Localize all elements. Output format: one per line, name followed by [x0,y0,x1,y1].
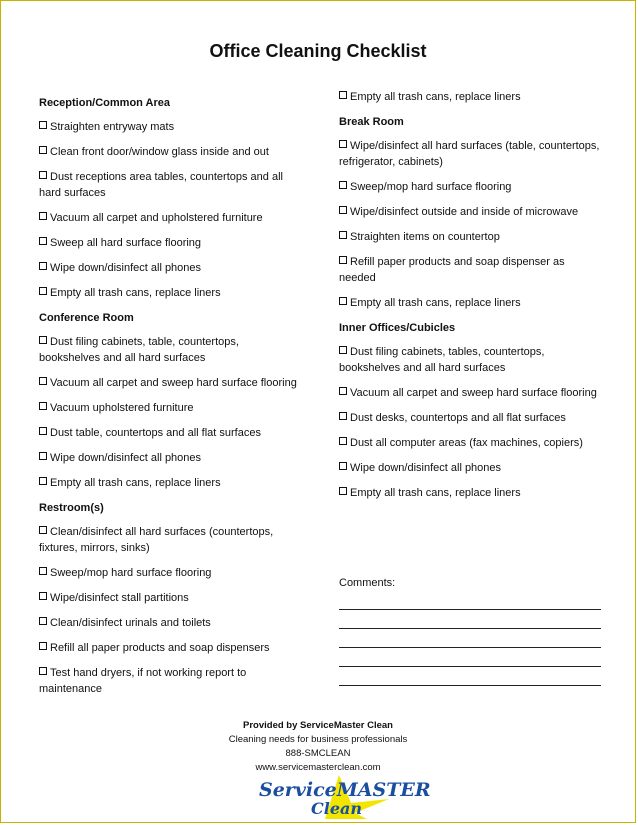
checkbox-icon[interactable] [39,171,47,179]
section-heading: Break Room [339,116,404,128]
logo-text-clean: Clean [311,799,362,818]
checklist-item [39,375,301,391]
checklist-item-label: Straighten items on countertop [350,231,500,243]
comment-line[interactable] [339,591,601,610]
checkbox-icon[interactable] [339,387,347,395]
checkbox-icon[interactable] [39,377,47,385]
checklist-item-label: Wipe down/disinfect all phones [50,262,202,274]
footer-provided-by: Provided by ServiceMaster Clean [243,720,393,731]
footer-website[interactable]: www.servicemasterclean.com [255,762,381,773]
section-heading: Conference Room [39,312,134,324]
checkbox-icon[interactable] [39,526,47,534]
comment-line[interactable] [339,667,601,686]
checkbox-icon[interactable] [339,181,347,189]
checklist-item [39,640,301,656]
servicemaster-logo [255,773,431,821]
checkbox-icon[interactable] [39,427,47,435]
checklist-item-label: Empty all trash cans, replace liners [50,477,221,489]
checklist-item-label: Empty all trash cans, replace liners [350,91,521,103]
checklist-item-label: Sweep all hard surface flooring [50,237,202,249]
left-column [39,95,301,706]
checklist-item [39,144,301,160]
checklist-item [339,385,601,401]
checklist-item [339,229,601,245]
comment-line[interactable] [339,629,601,648]
checklist-item-label: Wipe/disinfect outside and inside of microwave [350,206,579,218]
checklist-item [39,665,301,697]
checkbox-icon[interactable] [39,617,47,625]
checklist-item [39,475,301,491]
section-heading: Inner Offices/Cubicles [339,322,456,334]
checkbox-icon[interactable] [339,487,347,495]
checklist-item [339,460,601,476]
checkbox-icon[interactable] [39,667,47,675]
checkbox-icon[interactable] [39,452,47,460]
checklist-item [39,425,301,441]
checklist-item-label: Sweep/mop hard surface flooring [50,567,212,579]
checklist-item-label: Empty all trash cans, replace liners [50,287,221,299]
checklist-item-label: Vacuum all carpet and sweep hard surface flooring [50,377,297,389]
checklist-item-label: Dust all computer areas (fax machines, copiers) [350,437,583,449]
checklist-item-label: Clean/disinfect urinals and toilets [50,617,211,629]
checklist-item-label: Clean front door/window glass inside and out [50,146,269,158]
footer-phone: 888-SMCLEAN [285,748,351,759]
checklist-item [39,119,301,135]
checklist-item [339,254,601,286]
checklist-item [339,485,601,501]
checklist-item [339,344,601,376]
checkbox-icon[interactable] [39,642,47,650]
comment-lines [339,591,601,686]
checklist-item [39,615,301,631]
checklist-item [39,590,301,606]
checkbox-icon[interactable] [39,477,47,485]
section-heading: Restroom(s) [39,502,104,514]
checklist-item [39,334,301,366]
checklist-item-label: Dust receptions area tables, countertops and all hard surfaces [39,171,283,199]
checklist-item-label: Vacuum upholstered furniture [50,402,194,414]
checkbox-icon[interactable] [39,592,47,600]
checkbox-icon[interactable] [39,287,47,295]
logo-text-servicemaster: ServiceMASTER [259,779,431,801]
checklist-item [39,235,301,251]
checkbox-icon[interactable] [39,237,47,245]
checklist-item [39,285,301,301]
checklist-item-label: Empty all trash cans, replace liners [350,297,521,309]
checklist-item-label: Wipe/disinfect stall partitions [50,592,189,604]
checkbox-icon[interactable] [339,437,347,445]
checklist-item [39,450,301,466]
checklist-item-label: Sweep/mop hard surface flooring [350,181,512,193]
checklist-item [39,260,301,276]
checklist-item [339,138,601,170]
comments-section [339,577,601,686]
comment-line[interactable] [339,610,601,629]
checklist-item [339,410,601,426]
checklist-item [39,169,301,201]
checklist-item [339,89,601,105]
checkbox-icon[interactable] [339,297,347,305]
comment-line[interactable] [339,648,601,667]
checklist-item-label: Clean/disinfect all hard surfaces (countertops, fixtures, mirrors, sinks) [39,526,274,554]
section-heading: Reception/Common Area [39,97,171,109]
checkbox-icon[interactable] [39,402,47,410]
footer [1,719,635,775]
checkbox-icon[interactable] [339,91,347,99]
checklist-item-label: Test hand dryers, if not working report to maintenance [39,667,247,695]
checkbox-icon[interactable] [339,256,347,264]
checkbox-icon[interactable] [339,231,347,239]
checklist-item [339,179,601,195]
checklist-item-label: Wipe down/disinfect all phones [350,462,502,474]
checklist-item-label: Wipe/disinfect all hard surfaces (table, countertops, refrigerator, cabinets) [339,140,600,168]
checkbox-icon[interactable] [39,262,47,270]
checkbox-icon[interactable] [339,412,347,420]
right-column [339,89,601,510]
checklist-item [339,295,601,311]
checkbox-icon[interactable] [339,206,347,214]
footer-tagline: Cleaning needs for business professionals [228,734,408,745]
checklist-item-label: Straighten entryway mats [50,121,175,133]
checklist-item [339,435,601,451]
checklist-item-label: Dust desks, countertops and all flat surfaces [350,412,566,424]
checkbox-icon[interactable] [339,140,347,148]
checklist-item [339,204,601,220]
checklist-item [39,400,301,416]
checklist-item-label: Refill all paper products and soap dispensers [50,642,270,654]
checkbox-icon[interactable] [39,212,47,220]
checklist-item [39,565,301,581]
checklist-item-label: Empty all trash cans, replace liners [350,487,521,499]
checklist-item [39,524,301,556]
checkbox-icon[interactable] [39,121,47,129]
checklist-item-label: Refill paper products and soap dispenser as needed [339,256,565,284]
page-title: Office Cleaning Checklist [209,41,427,61]
checklist-item-label: Dust filing cabinets, table, countertops, bookshelves and all hard surfaces [39,336,239,364]
checklist-item-label: Dust filing cabinets, tables, countertops, bookshelves and all hard surfaces [339,346,545,374]
checklist-item-label: Vacuum all carpet and sweep hard surface flooring [350,387,597,399]
checklist-item-label: Dust table, countertops and all flat surfaces [50,427,261,439]
checkbox-icon[interactable] [339,346,347,354]
checkbox-icon[interactable] [39,567,47,575]
checkbox-icon[interactable] [39,336,47,344]
checklist-item-label: Vacuum all carpet and upholstered furniture [50,212,263,224]
checklist-item [39,210,301,226]
checkbox-icon[interactable] [39,146,47,154]
checkbox-icon[interactable] [339,462,347,470]
checklist-item-label: Wipe down/disinfect all phones [50,452,202,464]
comments-label: Comments: [339,577,396,589]
